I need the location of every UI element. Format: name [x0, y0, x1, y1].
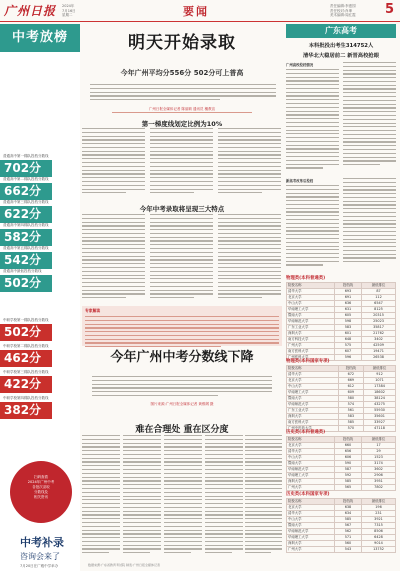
expert-analysis-title: 专家解读	[85, 308, 101, 313]
score-value: 582分	[0, 229, 52, 246]
table-title: 物理类(本科国家专项)	[286, 359, 330, 364]
supplementary-banner	[0, 534, 80, 571]
table-cell: 42509	[361, 343, 395, 349]
score-item: 普通高中最低投档分数线 502分	[0, 269, 80, 292]
score-item: 普通高中第三梯队投档分数线 622分	[0, 200, 80, 223]
table-cell: 38124	[364, 396, 396, 402]
table-cell: 196	[361, 505, 395, 511]
article-column	[82, 128, 145, 200]
gaokao-title-2: 清华北大稳居前二 新晋高校抢眼	[302, 53, 379, 59]
table-cell: 570	[338, 426, 363, 432]
table-cell: 北京大学	[287, 443, 335, 449]
photo-credit: 图片来源:广州日报全媒体记者 黄维纲 摄	[150, 402, 214, 406]
table-cell: 35817	[361, 325, 395, 331]
table-cell: 912	[364, 372, 396, 378]
table-cell: 1523	[361, 455, 395, 461]
article-column	[218, 128, 281, 200]
table-cell: 中山大学	[287, 455, 335, 461]
section-heading-2: 今年中考录取将呈现三大特点	[139, 205, 225, 213]
table-cell: 583	[334, 325, 361, 331]
table-cell: 112	[361, 295, 395, 301]
table-cell: 590	[334, 461, 361, 467]
table-cell: 656	[334, 449, 361, 455]
section-heading-1: 第一梯度线划定比例为10%	[141, 120, 223, 128]
table-cell: 596	[334, 355, 361, 361]
main-article	[82, 24, 282, 571]
admission-score-table	[286, 365, 396, 432]
table-cell: 21762	[361, 331, 395, 337]
masthead	[0, 0, 400, 22]
table-cell: 广州大学	[287, 547, 335, 553]
editor-credits: 责任编辑:李惠园 责任校对:肖坤 美术编辑:周红霞	[330, 4, 356, 17]
table-cell: 17	[361, 443, 395, 449]
table-cell: 北京大学	[287, 295, 335, 301]
score-value: 502分	[0, 275, 52, 292]
table-cell: 18602	[364, 390, 396, 396]
table-cell: 29	[361, 449, 395, 455]
headline-3: 难在合理处 重在区分度	[135, 425, 229, 435]
table-cell: 北京大学	[287, 505, 335, 511]
table-cell: 43275	[364, 402, 396, 408]
table-cell: 中山大学	[287, 301, 335, 307]
sub-headline: 今年广州平均分556分 502分可上普高	[120, 69, 244, 77]
lead-paragraph	[90, 84, 276, 106]
table-cell: 580	[338, 396, 363, 402]
table-cell: 清华大学	[287, 289, 335, 295]
score-value: 502分	[0, 324, 52, 341]
table-cell: 1071	[364, 378, 396, 384]
table-cell: 55930	[364, 408, 396, 414]
table-cell: 广州中医药大学	[287, 426, 339, 432]
score-item: 中职学校第三梯队投档分数线 422分	[0, 370, 80, 393]
table-cell: 607	[334, 349, 361, 355]
table-cell: 华南理工大学	[287, 473, 335, 479]
table-cell: 深圳大学	[287, 331, 335, 337]
table-cell: 清华大学	[287, 511, 335, 517]
table-cell: 暨南大学	[287, 523, 335, 529]
table-cell: 26538	[361, 355, 395, 361]
table-cell: 571	[334, 535, 361, 541]
score-value: 662分	[0, 183, 52, 200]
byline: 广州日报全媒体记者 陈丽莉 通讯员 穗教宣	[148, 107, 216, 111]
score-sidebar	[0, 24, 80, 571]
table-cell: 585	[334, 517, 361, 523]
table-cell: 561	[338, 408, 363, 414]
table-cell: 6428	[361, 535, 395, 541]
table-cell: 广东工业大学	[287, 325, 335, 331]
table-cell: 华南理工大学	[287, 307, 335, 313]
table-cell: 598	[334, 319, 361, 325]
section-title: 要闻	[183, 5, 209, 18]
table-cell: 691	[334, 295, 361, 301]
table-cell: 609	[338, 390, 363, 396]
article-column	[150, 214, 213, 304]
table-cell: 南方医科大学	[287, 420, 339, 426]
table-cell: 华南师范大学	[287, 467, 335, 473]
table-cell: 广东工业大学	[287, 408, 339, 414]
table-cell: 深圳大学	[287, 479, 335, 485]
score-value: 622分	[0, 206, 52, 223]
gaokao-title-1: 本科批投出考生314752人	[308, 43, 374, 49]
table-cell: 3951	[361, 479, 395, 485]
table-cell: 612	[338, 384, 363, 390]
table-cell: 601	[334, 331, 361, 337]
supplementary-note: 7月20日在广雅中学举办	[20, 564, 59, 568]
article-column	[150, 128, 213, 200]
table-cell: 669	[338, 378, 363, 384]
table-cell: 6547	[361, 301, 395, 307]
admission-score-table	[286, 436, 396, 491]
table-cell: 634	[334, 511, 361, 517]
table-cell: 华南师范大学	[287, 319, 335, 325]
table-cell: 543	[334, 547, 361, 553]
table-cell: 672	[338, 372, 363, 378]
table-cell: 8125	[361, 307, 395, 313]
table-cell: 3602	[361, 467, 395, 473]
table-cell: 592	[334, 473, 361, 479]
table-cell: 567	[334, 523, 361, 529]
table-cell: 560	[334, 541, 361, 547]
table-cell: 638	[334, 505, 361, 511]
table-cell: 575	[334, 343, 361, 349]
article-column: 新高考改革后投档	[286, 178, 339, 272]
byline-rule	[112, 112, 252, 116]
table-cell: 广州医科大学	[287, 355, 335, 361]
table-cell: 2906	[361, 473, 395, 479]
table-cell: 20315	[361, 313, 395, 319]
page-number: 5	[385, 2, 395, 17]
table-cell: 深圳大学	[287, 541, 335, 547]
table-cell: 深圳大学	[287, 414, 339, 420]
score-value: 382分	[0, 402, 52, 419]
table-cell: 华南理工大学	[287, 535, 335, 541]
score-value: 462分	[0, 350, 52, 367]
table-cell: 231	[361, 511, 395, 517]
table-title: 物理类(本科普通类)	[286, 276, 326, 281]
footer-note: 数据来源:广东省教育考试院 制表:广州日报全媒体记者	[88, 563, 160, 567]
supplementary-subtitle: 咨询会来了	[20, 552, 60, 561]
table-cell: 17384	[364, 384, 396, 390]
table-cell: 9014	[361, 541, 395, 547]
table-cell: 华南师范大学	[287, 402, 339, 408]
table-cell: 清华大学	[287, 449, 335, 455]
table-cell: 648	[334, 337, 361, 343]
intro-paragraph	[92, 376, 272, 400]
article-column	[82, 435, 120, 560]
score-item: 普通高中第一梯队投档分数线 702分	[0, 154, 80, 177]
headline-2: 今年广州中考分数线下降	[110, 350, 254, 365]
table-cell: 13752	[361, 547, 395, 553]
article-column	[343, 62, 396, 174]
gaokao-sidebar	[286, 24, 400, 571]
table-cell: 19471	[361, 349, 395, 355]
table-cell: 35601	[364, 414, 396, 420]
article-column	[218, 214, 281, 304]
score-value: 702分	[0, 160, 52, 177]
table-cell: 585	[338, 420, 363, 426]
table-cell: 587	[334, 467, 361, 473]
score-value: 542分	[0, 252, 52, 269]
table-cell: 北京大学	[287, 378, 339, 384]
newspaper-logo: 广州日报	[4, 4, 57, 18]
table-cell: 南方医科大学	[287, 349, 335, 355]
table-cell: 606	[334, 455, 361, 461]
score-item: 普通高中第四梯队投档分数线 582分	[0, 223, 80, 246]
table-cell: 暨南大学	[287, 396, 339, 402]
table-cell: 华南理工大学	[287, 390, 339, 396]
table-cell: 33927	[364, 420, 396, 426]
article-column	[245, 435, 282, 560]
expert-analysis-box	[82, 306, 282, 346]
table-row	[287, 547, 396, 553]
table-row	[287, 485, 396, 491]
table-cell: 华南师范大学	[287, 529, 335, 535]
table-cell: 中山大学	[287, 384, 339, 390]
article-column	[82, 214, 145, 304]
table-cell: 660	[334, 443, 361, 449]
admission-score-table	[286, 498, 396, 553]
table-title: 历史类(本科普通类)	[286, 430, 326, 435]
table-cell: 南方科技大学	[287, 337, 335, 343]
table-cell: 87	[361, 289, 395, 295]
issue-date: 2024年 7月16日 星期二	[62, 4, 76, 17]
table-cell: 3402	[361, 337, 395, 343]
table-cell: 562	[334, 529, 361, 535]
qr-promo-disc: 扫码查看 2024年广州中考 各批次录取 分数线及 相关资讯	[10, 461, 72, 523]
article-column	[164, 435, 202, 560]
score-item: 中职学校第二梯队投档分数线 462分	[0, 344, 80, 367]
table-cell: 25023	[361, 319, 395, 325]
table-cell: 3921	[361, 517, 395, 523]
table-cell: 583	[338, 414, 363, 420]
table-cell: 暨南大学	[287, 313, 335, 319]
table-cell: 565	[334, 485, 361, 491]
rank-banner: 中考放榜	[0, 24, 80, 52]
table-header-row: 院校名称 投档线 最低排位	[287, 283, 396, 289]
main-headline: 明天开始录取	[128, 33, 236, 53]
admission-score-table	[286, 282, 396, 361]
score-item: 普通高中第二梯队投档分数线 662分	[0, 177, 80, 200]
table-cell: 7802	[361, 485, 395, 491]
table-cell: 暨南大学	[287, 461, 335, 467]
article-column	[205, 435, 243, 560]
table-header-row: 院校名称 投档线 最低排位	[287, 499, 396, 505]
table-cell: 3174	[361, 461, 395, 467]
table-header-row: 院校名称 投档线 最低排位	[287, 366, 396, 372]
table-title: 历史类(本科国家专项)	[286, 492, 330, 497]
score-item: 普通高中第五梯队投档分数线 542分	[0, 246, 80, 269]
table-cell: 清华大学	[287, 372, 339, 378]
score-item: 中职学校第一梯队投档分数线 502分	[0, 318, 80, 341]
article-column	[123, 435, 161, 560]
table-cell: 574	[338, 402, 363, 408]
table-header-row: 院校名称 投档线 最低排位	[287, 437, 396, 443]
table-cell: 广州大学	[287, 343, 335, 349]
gaokao-banner: 广东高考	[286, 24, 396, 38]
table-cell: 585	[334, 479, 361, 485]
table-cell: 中山大学	[287, 517, 335, 523]
table-cell: 广州大学	[287, 485, 335, 491]
supplementary-title: 中考补录	[20, 536, 64, 549]
table-cell: 631	[334, 307, 361, 313]
table-cell: 636	[334, 301, 361, 307]
score-item: 中职学校第四梯队投档分数线 382分	[0, 396, 80, 419]
table-cell: 693	[334, 289, 361, 295]
article-column: 广州高校投档情况	[286, 62, 339, 174]
table-cell: 7315	[361, 523, 395, 529]
table-cell: 8506	[361, 529, 395, 535]
table-cell: 605	[334, 313, 361, 319]
table-cell: 47118	[364, 426, 396, 432]
article-column	[343, 178, 396, 272]
score-value: 422分	[0, 376, 52, 393]
